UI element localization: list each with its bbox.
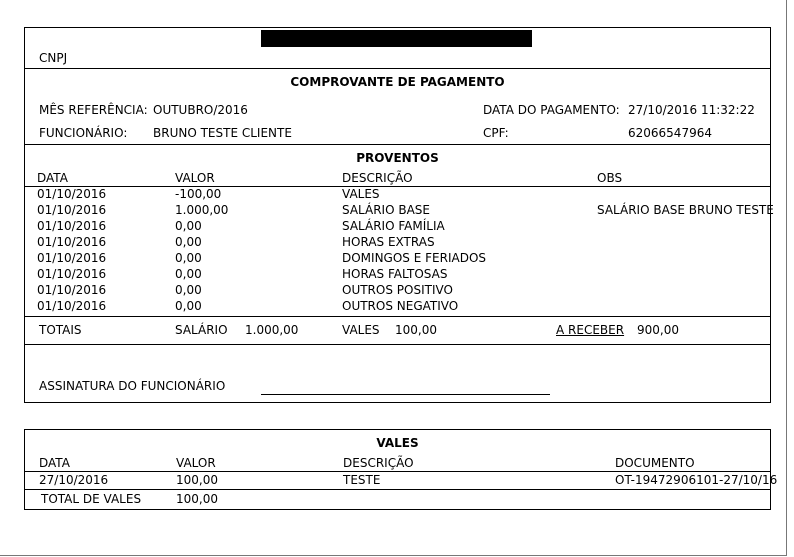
provento-row-data: 01/10/2016 — [37, 299, 107, 313]
signature-line — [261, 394, 550, 395]
vales-box — [24, 429, 778, 510]
provento-row-data: 01/10/2016 — [37, 267, 107, 281]
vale-row-descricao: TESTE — [343, 473, 381, 487]
provento-row-valor: 0,00 — [175, 299, 202, 313]
provento-row-data: 01/10/2016 — [37, 203, 107, 217]
funcionario-label: FUNCIONÁRIO: — [39, 126, 128, 140]
cpf-label: CPF: — [483, 126, 509, 140]
provento-row-descricao: DOMINGOS E FERIADOS — [342, 251, 486, 265]
receipt-title: COMPROVANTE DE PAGAMENTO — [290, 75, 505, 89]
vales-col-documento: DOCUMENTO — [615, 456, 695, 470]
provento-row-descricao: SALÁRIO FAMÍLIA — [342, 219, 445, 233]
mes-referencia-value: OUTUBRO/2016 — [153, 103, 248, 117]
vales-col-data: DATA — [39, 456, 70, 470]
mes-referencia-label: MÊS REFERÊNCIA: — [39, 103, 148, 117]
provento-row-data: 01/10/2016 — [37, 283, 107, 297]
provento-row-valor: 0,00 — [175, 219, 202, 233]
totais-receber-label: A RECEBER — [556, 323, 625, 337]
divider — [25, 344, 770, 345]
provento-row-descricao: OUTROS POSITIVO — [342, 283, 453, 297]
vale-row-documento: OT-19472906101-27/10/16 — [615, 473, 778, 487]
provento-row-data: 01/10/2016 — [37, 219, 107, 233]
provento-row-descricao: HORAS FALTOSAS — [342, 267, 448, 281]
proventos-col-obs: OBS — [597, 171, 623, 185]
vales-col-valor: VALOR — [176, 456, 216, 470]
provento-row-valor: 1.000,00 — [175, 203, 229, 217]
redacted-company-name — [261, 30, 532, 47]
provento-row-obs: SALÁRIO BASE BRUNO TESTE — [597, 203, 774, 217]
provento-row-valor: 0,00 — [175, 267, 202, 281]
divider — [25, 68, 770, 69]
totais-salario-label: SALÁRIO — [175, 323, 228, 337]
vale-row-valor: 100,00 — [176, 473, 218, 487]
data-pagamento-label: DATA DO PAGAMENTO: — [483, 103, 620, 117]
divider — [25, 489, 770, 490]
proventos-col-descricao: DESCRIÇÃO — [342, 171, 413, 185]
proventos-col-data: DATA — [37, 171, 68, 185]
provento-row-descricao: VALES — [342, 187, 380, 201]
totais-label: TOTAIS — [39, 323, 82, 337]
divider — [25, 471, 770, 472]
assinatura-label: ASSINATURA DO FUNCIONÁRIO — [39, 379, 226, 393]
provento-row-data: 01/10/2016 — [37, 251, 107, 265]
total-vales-value: 100,00 — [176, 492, 218, 506]
cpf-value: 62066547964 — [628, 126, 712, 140]
funcionario-value: BRUNO TESTE CLIENTE — [153, 126, 292, 140]
provento-row-valor: 0,00 — [175, 251, 202, 265]
provento-row-data: 01/10/2016 — [37, 235, 107, 249]
vales-col-descricao: DESCRIÇÃO — [343, 456, 414, 470]
provento-row-data: 01/10/2016 — [37, 187, 107, 201]
vale-row-data: 27/10/2016 — [39, 473, 109, 487]
totais-vales-value: 100,00 — [395, 323, 437, 337]
divider — [25, 316, 770, 317]
data-pagamento-value: 27/10/2016 11:32:22 — [628, 103, 755, 117]
vales-title: VALES — [376, 436, 419, 450]
proventos-title: PROVENTOS — [356, 151, 439, 165]
provento-row-valor: -100,00 — [175, 187, 222, 201]
provento-row-descricao: HORAS EXTRAS — [342, 235, 435, 249]
cnpj-label: CNPJ — [39, 51, 68, 65]
provento-row-valor: 0,00 — [175, 235, 202, 249]
totais-vales-label: VALES — [342, 323, 380, 337]
divider — [25, 186, 770, 187]
proventos-col-valor: VALOR — [175, 171, 215, 185]
provento-row-valor: 0,00 — [175, 283, 202, 297]
provento-row-descricao: OUTROS NEGATIVO — [342, 299, 459, 313]
receipt-box — [24, 27, 774, 403]
provento-row-descricao: SALÁRIO BASE — [342, 203, 430, 217]
total-vales-label: TOTAL DE VALES — [41, 492, 142, 506]
totais-receber-value: 900,00 — [637, 323, 679, 337]
divider — [25, 144, 770, 145]
totais-salario-value: 1.000,00 — [245, 323, 299, 337]
